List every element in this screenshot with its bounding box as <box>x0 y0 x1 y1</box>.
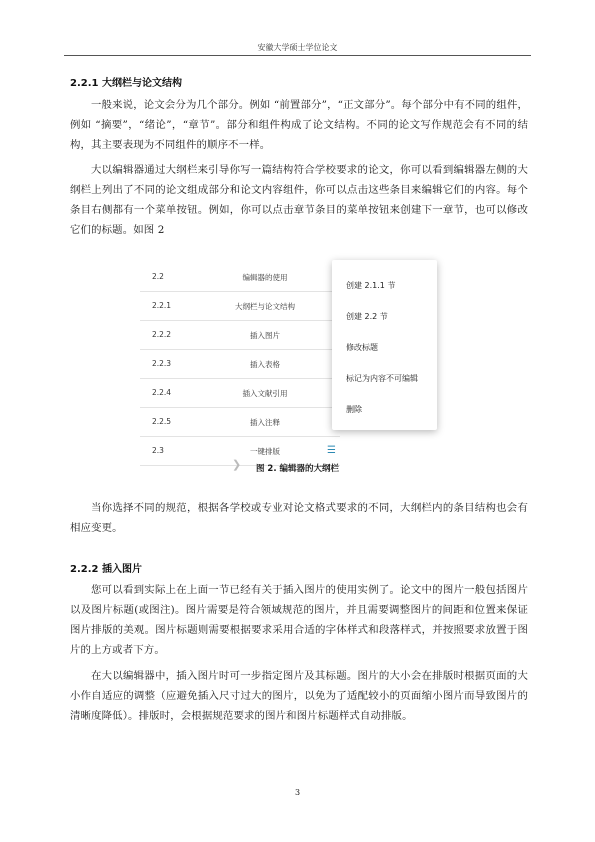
paragraph-structure: 一般来说，论文会分为几个部分。例如 “前置部分”，“正文部分”。每个部分中有不同的组件，例如 “摘要”，“绪论”，“章节”。部分和组件构成了论文结构。不同的论文写作规范会有不同的结构，其主要表现为不同组件的顺序不一样。 <box>70 99 528 151</box>
outline-row[interactable] <box>140 262 340 292</box>
header-title: 安徽大学硕士学位论文 <box>257 43 338 52</box>
paragraph-outline-variants: 当你选择不同的规范，根据各学校或专业对论文格式要求的不同，大纲栏内的条目结构也会有相应变更。 <box>70 502 528 534</box>
page-number: 3 <box>294 788 301 797</box>
outline-row-title: 插入注释 <box>250 418 280 427</box>
outline-row-title: 插入文献引用 <box>242 389 288 398</box>
outline-row[interactable] <box>140 349 340 379</box>
outline-row-number: 2.3 <box>152 446 164 455</box>
figure-caption: 图 2. 编辑器的大纲栏 <box>255 464 340 474</box>
outline-row-title: 一键排版 <box>250 447 280 456</box>
paragraph-images: 您可以看到实际上在上面一节已经有关于插入图片的使用实例了。论文中的图片一般包括图片以及图片标题(或图注)。图片需要是符合领域规范的图片，并且需要调整图片的间距和位置来保证图片排版的美观。图片标题则需要根据要求采用合适的字体样式和段落样式，并按照要求放置于图片的上方或者下方。 <box>70 584 528 656</box>
outline-row-number: 2.2.2 <box>152 330 172 339</box>
outline-row-title: 大纲栏与论文结构 <box>235 302 295 311</box>
outline-row-number: 2.2.1 <box>152 301 172 310</box>
menu-item-create-subsection[interactable]: 创建 2.1.1 节 <box>346 281 396 290</box>
section-heading-images: 2.2.2 插入图片 <box>70 564 142 575</box>
outline-row[interactable] <box>140 407 340 437</box>
paragraph-image-layout: 在大以编辑器中，插入图片时可一步指定图片及其标题。图片的大小会在排版时根据页面的大小作自适应的调整（应避免插入尺寸过大的图片，以免为了适配较小的页面缩小图片而导致图片的清晰度降低）。排版时，会根据规范要求的图片和图片标题样式自动排版。 <box>70 670 528 722</box>
menu-item-delete[interactable]: 删除 <box>346 405 362 414</box>
outline-row[interactable] <box>140 378 340 408</box>
cursor-icon: ❯ <box>232 458 242 471</box>
context-menu <box>332 260 437 430</box>
outline-row-number: 2.2 <box>152 272 164 281</box>
menu-item-lock[interactable]: 标记为内容不可编辑 <box>346 374 418 383</box>
paragraph-outline-editor: 大以编辑器通过大纲栏来引导你写一篇结构符合学校要求的论文，你可以看到编辑器左侧的大纲栏上列出了不同的论文组成部分和论文内容组件，你可以点击这些条目来编辑它们的内容。每个条目右侧都有一个菜单按钮。例如，你可以点击章节条目的菜单按钮来创建下一章节，也可以修改它们的标题。如图 2 <box>70 164 528 236</box>
list-menu-icon[interactable]: ☰ <box>327 445 336 456</box>
section-heading-outline: 2.2.1 大纲栏与论文结构 <box>70 78 182 89</box>
outline-row-title: 插入表格 <box>250 360 280 369</box>
outline-figure <box>140 262 455 462</box>
outline-panel <box>140 262 340 462</box>
outline-row-title: 插入图片 <box>250 331 280 340</box>
outline-row[interactable] <box>140 320 340 350</box>
menu-item-create-section[interactable]: 创建 2.2 节 <box>346 312 388 321</box>
outline-row-title: 编辑器的使用 <box>242 273 288 282</box>
outline-row-number: 2.2.4 <box>152 388 172 397</box>
header-rule <box>64 55 531 56</box>
outline-row-number: 2.2.3 <box>152 359 172 368</box>
outline-row-number: 2.2.5 <box>152 417 172 426</box>
outline-row[interactable] <box>140 291 340 321</box>
menu-item-rename[interactable]: 修改标题 <box>346 343 378 352</box>
